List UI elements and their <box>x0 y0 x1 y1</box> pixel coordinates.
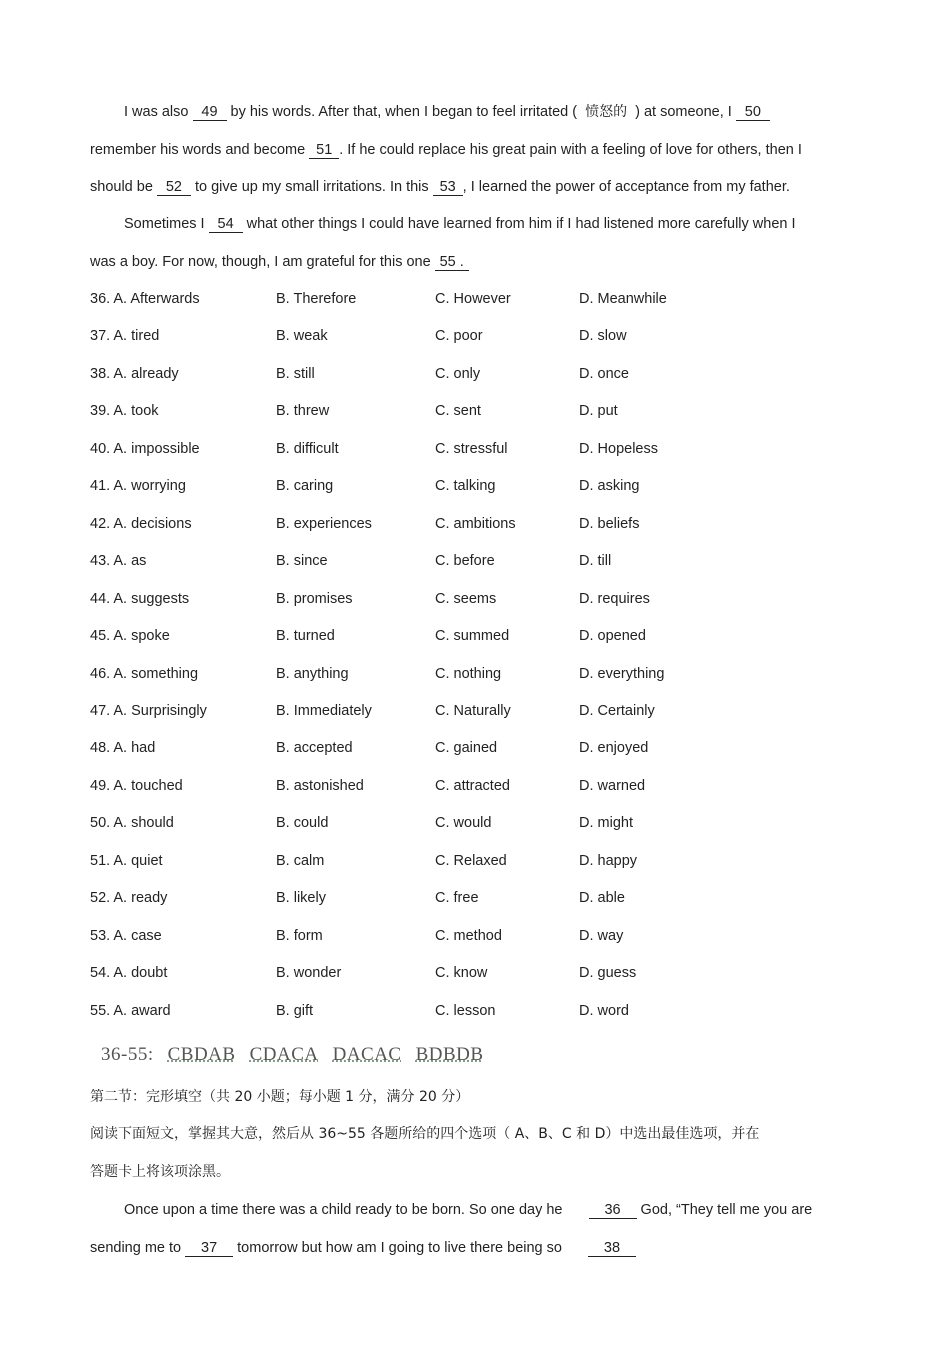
blank-51: 51 <box>309 142 339 159</box>
question-row <box>90 326 790 346</box>
option-b: B. weak <box>276 328 328 345</box>
option-b: B. form <box>276 927 323 944</box>
text-run: I was also <box>124 104 193 120</box>
question-row <box>90 776 790 796</box>
option-b: B. Therefore <box>276 291 357 307</box>
option-d: D. Certainly <box>579 702 655 719</box>
option-a: 42. A. decisions <box>90 515 192 532</box>
question-row <box>90 926 790 946</box>
option-c: C. free <box>435 890 479 907</box>
option-a: 51. A. quiet <box>90 852 163 869</box>
blank-37: 37 <box>185 1240 233 1257</box>
option-a: 38. A. already <box>90 365 179 382</box>
text-run: by his words. After that, when I began to feel irritated ( <box>226 104 578 120</box>
option-d: D. slow <box>579 328 627 345</box>
option-c: C. attracted <box>435 777 510 794</box>
option-d: D. way <box>579 927 624 944</box>
blank-49: 49 <box>193 104 227 121</box>
blank-38: 38 <box>588 1240 636 1257</box>
passage-line <box>124 102 894 122</box>
option-d: D. beliefs <box>579 515 640 532</box>
option-c: C. summed <box>435 628 510 645</box>
option-d: D. happy <box>579 852 638 869</box>
option-b: B. could <box>276 815 329 832</box>
answer-group: CDACA <box>249 1044 319 1065</box>
option-b: B. since <box>276 553 328 570</box>
option-d: D. enjoyed <box>579 740 649 757</box>
option-b: B. astonished <box>276 777 364 794</box>
option-c: C. lesson <box>435 1002 496 1019</box>
option-a: 37. A. tired <box>90 328 160 345</box>
option-c: C. before <box>435 553 495 570</box>
text-run: Sometimes I <box>124 216 209 232</box>
option-a: 41. A. worrying <box>90 478 186 495</box>
option-c: C. talking <box>435 478 496 495</box>
option-a: 53. A. case <box>90 927 162 944</box>
option-d: D. put <box>579 403 618 420</box>
option-b: B. still <box>276 365 315 382</box>
option-b: B. gift <box>276 1002 314 1019</box>
question-row <box>90 664 790 684</box>
text-run: Once upon a time there was a child ready to be born. So one day he <box>124 1202 567 1218</box>
option-d: D. Hopeless <box>579 440 658 457</box>
question-row <box>90 514 790 534</box>
question-row <box>90 364 790 384</box>
option-c: C. nothing <box>435 665 502 682</box>
text-run: tomorrow but how am I going to live there being so <box>233 1240 566 1256</box>
text-run: God, “They tell me you are <box>636 1202 813 1218</box>
question-row <box>90 551 790 571</box>
option-d: D. once <box>579 365 629 382</box>
option-d: D. opened <box>579 628 646 645</box>
option-c: C. However <box>435 291 511 307</box>
question-row <box>90 888 790 908</box>
text-run: should be <box>90 179 157 195</box>
option-c: C. would <box>435 815 492 832</box>
passage-line <box>90 177 860 197</box>
text-run: remember his words and become <box>90 142 310 158</box>
blank-54: 54 <box>209 216 243 233</box>
text-run: . If he could replace his great pain with a feeling of love for others, then I <box>339 142 802 158</box>
answer-group: BDBDB <box>415 1044 484 1065</box>
option-b: B. promises <box>276 590 353 607</box>
option-b: B. threw <box>276 403 330 420</box>
option-b: B. wonder <box>276 965 342 982</box>
option-d: D. warned <box>579 777 646 794</box>
option-d: D. Meanwhile <box>579 291 667 307</box>
option-b: B. experiences <box>276 515 372 532</box>
option-c: C. poor <box>435 328 483 345</box>
text-run: ) at someone, I <box>635 104 736 120</box>
option-b: B. calm <box>276 852 325 869</box>
chinese-gloss: 愤怒的 <box>585 104 628 120</box>
option-d: D. word <box>579 1002 629 1019</box>
option-a: 47. A. Surprisingly <box>90 702 207 719</box>
answer-key <box>101 1044 484 1066</box>
answer-group: DACAC <box>332 1044 402 1065</box>
option-b: B. turned <box>276 628 335 645</box>
question-row <box>90 963 790 983</box>
option-c: C. seems <box>435 590 497 607</box>
question-row <box>90 289 790 309</box>
text-run: was a boy. For now, though, I am grateful for this one <box>90 254 435 270</box>
question-row <box>90 589 790 609</box>
option-d: D. asking <box>579 478 640 495</box>
option-a: 49. A. touched <box>90 777 183 794</box>
option-c: C. sent <box>435 403 481 420</box>
option-b: B. caring <box>276 478 334 495</box>
option-c: C. gained <box>435 740 498 757</box>
option-d: D. might <box>579 815 633 832</box>
option-a: 54. A. doubt <box>90 965 168 982</box>
blank-36: 36 <box>589 1202 637 1219</box>
option-c: C. ambitions <box>435 515 516 532</box>
text-run: , I learned the power of acceptance from my father. <box>462 179 790 195</box>
answer-group: CBDAB <box>167 1044 236 1065</box>
option-b: B. accepted <box>276 740 353 757</box>
section-title: 第二节：完形填空（共 20 小题；每小题 1 分，满分 20 分） <box>90 1089 470 1105</box>
section-instruction: 阅读下面短文，掌握其大意，然后从 36~55 各题所给的四个选项（ A、B、C 和 D）中选出最佳选项，并在 <box>90 1126 760 1142</box>
option-d: D. everything <box>579 665 665 682</box>
question-row <box>90 476 790 496</box>
passage-line <box>90 252 860 272</box>
option-c: C. method <box>435 927 502 944</box>
blank-55: 55 . <box>435 254 469 271</box>
option-c: C. Relaxed <box>435 852 507 869</box>
option-a: 39. A. took <box>90 403 159 420</box>
answer-key-label: 36-55: <box>101 1044 154 1065</box>
passage-line <box>124 214 894 234</box>
option-c: C. stressful <box>435 440 508 457</box>
option-c: C. know <box>435 965 488 982</box>
question-row <box>90 626 790 646</box>
passage-line <box>124 1200 894 1220</box>
text-run: what other things I could have learned from him if I had listened more carefully when I <box>242 216 796 232</box>
question-row <box>90 813 790 833</box>
option-a: 52. A. ready <box>90 890 168 907</box>
question-row <box>90 1001 790 1021</box>
blank-50: 50 <box>736 104 770 121</box>
section-instruction: 答题卡上将该项涂黑。 <box>90 1164 230 1180</box>
option-d: D. requires <box>579 590 650 607</box>
option-a: 45. A. spoke <box>90 628 170 645</box>
option-d: D. guess <box>579 965 637 982</box>
option-d: D. till <box>579 553 612 570</box>
option-a: 36. A. Afterwards <box>90 291 200 307</box>
option-c: C. only <box>435 365 481 382</box>
option-a: 46. A. something <box>90 665 199 682</box>
option-a: 43. A. as <box>90 553 147 570</box>
question-row <box>90 851 790 871</box>
option-c: C. Naturally <box>435 702 511 719</box>
question-row <box>90 439 790 459</box>
option-a: 48. A. had <box>90 740 156 757</box>
passage-line <box>90 1238 860 1258</box>
option-b: B. Immediately <box>276 702 372 719</box>
question-row <box>90 738 790 758</box>
blank-53: 53 <box>433 179 463 196</box>
question-row <box>90 701 790 721</box>
option-b: B. likely <box>276 890 326 907</box>
option-b: B. anything <box>276 665 349 682</box>
passage-line <box>90 140 860 160</box>
text-run: to give up my small irritations. In this <box>190 179 433 195</box>
blank-52: 52 <box>157 179 191 196</box>
option-d: D. able <box>579 890 625 907</box>
question-row <box>90 401 790 421</box>
option-a: 44. A. suggests <box>90 590 190 607</box>
option-a: 50. A. should <box>90 815 174 832</box>
text-run: sending me to <box>90 1240 186 1256</box>
option-a: 55. A. award <box>90 1002 171 1019</box>
option-b: B. difficult <box>276 440 339 457</box>
option-a: 40. A. impossible <box>90 440 200 457</box>
